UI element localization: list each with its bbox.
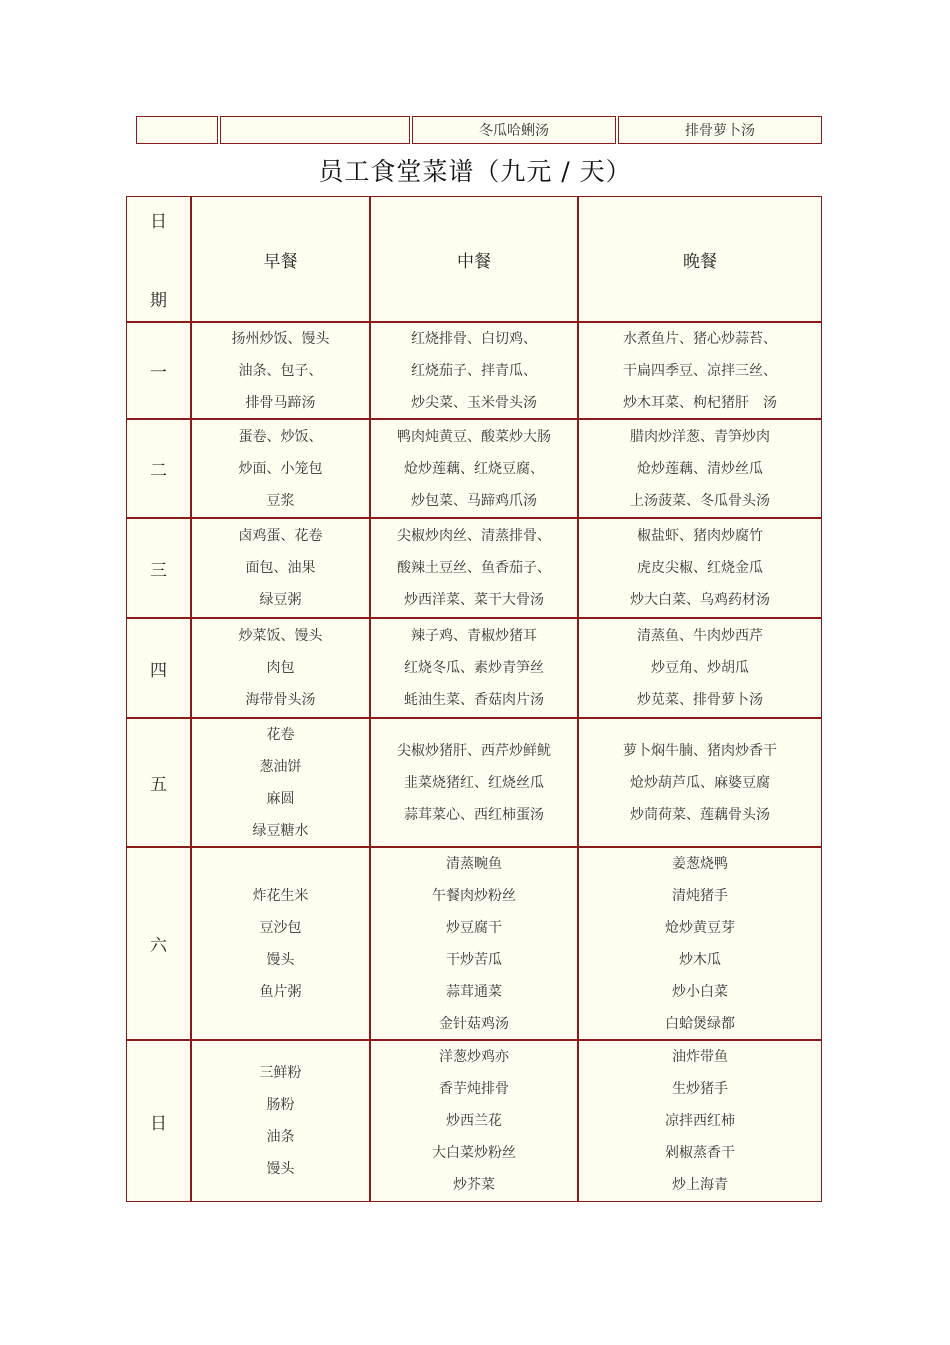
breakfast-dish: 葱油饼 — [259, 758, 302, 775]
row-2-dinner-cell — [578, 419, 822, 518]
dinner-dish: 腊肉炒洋葱、青笋炒肉 — [630, 428, 770, 445]
breakfast-dish: 豆浆 — [266, 492, 295, 509]
lunch-dish: 酸辣土豆丝、鱼香茄子、 — [397, 560, 551, 576]
top-strip-cell-3: 冬瓜哈蜊汤 — [412, 116, 616, 144]
day-label: 四 — [150, 660, 167, 681]
header-day-top: 日 — [150, 212, 167, 232]
dinner-dish: 干扁四季豆、凉拌三丝、 — [623, 362, 777, 379]
breakfast-dish: 豆沙包 — [259, 919, 302, 936]
dinner-dish: 炒茼荷菜、莲藕骨头汤 — [630, 806, 770, 823]
row-7-breakfast-cell — [191, 1040, 370, 1202]
top-strip-cell-1 — [136, 116, 218, 144]
day-label: 三 — [150, 560, 167, 581]
breakfast-dish: 油条 — [266, 1129, 295, 1145]
dinner-dish: 生炒猪手 — [672, 1081, 728, 1097]
dinner-dish: 炒豆角、炒胡瓜 — [651, 660, 749, 676]
top-strip-cell-4: 排骨萝卜汤 — [618, 116, 822, 144]
lunch-dish: 干炒苦瓜 — [446, 951, 502, 968]
breakfast-dish: 鱼片粥 — [259, 983, 302, 1000]
day-label: 一 — [150, 363, 167, 383]
lunch-dish: 炒包菜、马蹄鸡爪汤 — [411, 492, 537, 509]
header-day-cell — [126, 196, 191, 322]
dinner-dish: 凉拌西红柿 — [665, 1113, 735, 1129]
lunch-dish: 清蒸畹鱼 — [446, 855, 502, 872]
header-dinner: 晚餐 — [578, 196, 822, 322]
row-5-breakfast-cell — [191, 718, 370, 847]
lunch-dish: 炝炒莲藕、红烧豆腐、 — [404, 460, 544, 477]
breakfast-dish: 花卷 — [266, 726, 295, 743]
breakfast-dish: 面包、油果 — [245, 560, 316, 576]
row-6-day-cell — [126, 847, 191, 1040]
row-5-lunch-cell — [370, 718, 578, 847]
dinner-dish: 炒苋菜、排骨萝卜汤 — [637, 692, 763, 708]
day-label: 六 — [150, 936, 167, 956]
lunch-dish: 午餐肉炒粉丝 — [432, 887, 516, 904]
top-strip — [136, 116, 822, 144]
lunch-dish: 洋葱炒鸡亦 — [439, 1049, 509, 1065]
row-1-dinner-cell — [578, 322, 822, 419]
lunch-dish: 尖椒炒猪肝、西芹炒鲜鱿 — [397, 742, 551, 759]
dinner-dish: 炝炒黄豆芽 — [665, 919, 735, 936]
breakfast-dish: 油条、包子、 — [238, 362, 323, 379]
breakfast-dish: 麻圆 — [266, 790, 295, 807]
breakfast-dish: 绿豆粥 — [259, 592, 302, 608]
row-7-lunch-cell — [370, 1040, 578, 1202]
lunch-dish: 蚝油生菜、香菇肉片汤 — [404, 692, 544, 708]
row-6-dinner-cell — [578, 847, 822, 1040]
row-1-breakfast-cell — [191, 322, 370, 419]
header-lunch: 中餐 — [370, 196, 578, 322]
lunch-dish: 香芋炖排骨 — [439, 1081, 509, 1097]
row-2-breakfast-cell — [191, 419, 370, 518]
page-title: 员工食堂菜谱（九元 / 天） — [318, 157, 632, 186]
row-2-day-cell — [126, 419, 191, 518]
lunch-dish: 鸭肉炖黄豆、酸菜炒大肠 — [397, 428, 551, 445]
lunch-dish: 炒西洋菜、菜干大骨汤 — [404, 592, 544, 608]
lunch-dish: 炒尖菜、玉米骨头汤 — [411, 394, 537, 411]
breakfast-dish: 卤鸡蛋、花卷 — [238, 528, 323, 544]
breakfast-dish: 炒面、小笼包 — [238, 460, 323, 477]
header-day-bottom: 期 — [150, 291, 167, 311]
top-strip-cell-2 — [220, 116, 410, 144]
row-4-day-cell — [126, 618, 191, 718]
lunch-dish: 炒芥菜 — [453, 1177, 495, 1193]
dinner-dish: 姜葱烧鸭 — [672, 855, 728, 872]
lunch-dish: 蒜茸通菜 — [446, 983, 502, 1000]
row-6-lunch-cell — [370, 847, 578, 1040]
breakfast-dish: 炒菜饭、馒头 — [238, 628, 323, 644]
dinner-dish: 清炖猪手 — [672, 887, 728, 904]
lunch-dish: 蒜茸菜心、西红柿蛋汤 — [404, 806, 544, 823]
lunch-dish: 红烧冬瓜、素炒青笋丝 — [404, 660, 544, 676]
lunch-dish: 金针菇鸡汤 — [439, 1015, 509, 1032]
dinner-dish: 萝卜焖牛腩、猪肉炒香干 — [623, 742, 777, 759]
breakfast-dish: 三鲜粉 — [259, 1065, 302, 1081]
day-label: 日 — [150, 1113, 167, 1134]
dinner-dish: 炒木瓜 — [679, 951, 721, 968]
row-4-lunch-cell — [370, 618, 578, 718]
row-1-day-cell — [126, 322, 191, 419]
breakfast-dish: 肠粉 — [266, 1097, 295, 1113]
dinner-dish: 椒盐虾、猪肉炒腐竹 — [637, 528, 763, 544]
day-label: 五 — [150, 775, 167, 795]
breakfast-dish: 肉包 — [266, 660, 295, 676]
row-3-dinner-cell — [578, 518, 822, 618]
lunch-dish: 尖椒炒肉丝、清蒸排骨、 — [397, 528, 551, 544]
dinner-dish: 油炸带鱼 — [672, 1049, 728, 1065]
row-3-breakfast-cell — [191, 518, 370, 618]
row-4-breakfast-cell — [191, 618, 370, 718]
dinner-dish: 炒上海青 — [672, 1177, 728, 1193]
lunch-dish: 韭菜烧猪红、红烧丝瓜 — [404, 774, 544, 791]
dinner-dish: 白蛤煲绿都 — [665, 1015, 735, 1032]
breakfast-dish: 排骨马蹄汤 — [245, 394, 316, 411]
breakfast-dish: 炸花生米 — [252, 887, 309, 904]
dinner-dish: 炝炒葫芦瓜、麻婆豆腐 — [630, 774, 770, 791]
menu-table — [126, 196, 822, 1202]
row-1-lunch-cell — [370, 322, 578, 419]
dinner-dish: 剁椒蒸香干 — [665, 1145, 735, 1161]
breakfast-dish: 绿豆糖水 — [252, 822, 309, 839]
row-2-lunch-cell — [370, 419, 578, 518]
breakfast-dish: 扬州炒饭、馒头 — [231, 330, 330, 347]
row-3-day-cell — [126, 518, 191, 618]
dinner-dish: 炒木耳菜、枸杞猪肝 汤 — [623, 394, 777, 411]
dinner-dish: 炒大白菜、乌鸡药材汤 — [630, 592, 770, 608]
row-4-dinner-cell — [578, 618, 822, 718]
lunch-dish: 炒豆腐干 — [446, 919, 502, 936]
row-3-lunch-cell — [370, 518, 578, 618]
row-6-breakfast-cell — [191, 847, 370, 1040]
dinner-dish: 清蒸鱼、牛肉炒西芹 — [637, 628, 763, 644]
header-breakfast: 早餐 — [191, 196, 370, 322]
lunch-dish: 炒西兰花 — [446, 1113, 502, 1129]
dinner-dish: 炒小白菜 — [672, 983, 728, 1000]
dinner-dish: 上汤菠菜、冬瓜骨头汤 — [630, 492, 770, 509]
row-5-day-cell — [126, 718, 191, 847]
dinner-dish: 炝炒莲藕、清炒丝瓜 — [637, 460, 763, 477]
lunch-dish: 红烧排骨、白切鸡、 — [411, 330, 537, 347]
breakfast-dish: 海带骨头汤 — [245, 692, 316, 708]
day-label: 二 — [150, 461, 167, 481]
row-5-dinner-cell — [578, 718, 822, 847]
breakfast-dish: 馒头 — [266, 1161, 295, 1177]
row-7-dinner-cell — [578, 1040, 822, 1202]
breakfast-dish: 蛋卷、炒饭、 — [238, 428, 323, 445]
dinner-dish: 虎皮尖椒、红烧金瓜 — [637, 560, 763, 576]
dinner-dish: 水煮鱼片、猪心炒蒜苔、 — [623, 330, 777, 347]
lunch-dish: 大白菜炒粉丝 — [432, 1145, 516, 1161]
row-7-day-cell — [126, 1040, 191, 1202]
lunch-dish: 红烧茄子、拌青瓜、 — [411, 362, 537, 379]
lunch-dish: 辣子鸡、青椒炒猪耳 — [411, 628, 537, 644]
breakfast-dish: 馒头 — [266, 951, 295, 968]
